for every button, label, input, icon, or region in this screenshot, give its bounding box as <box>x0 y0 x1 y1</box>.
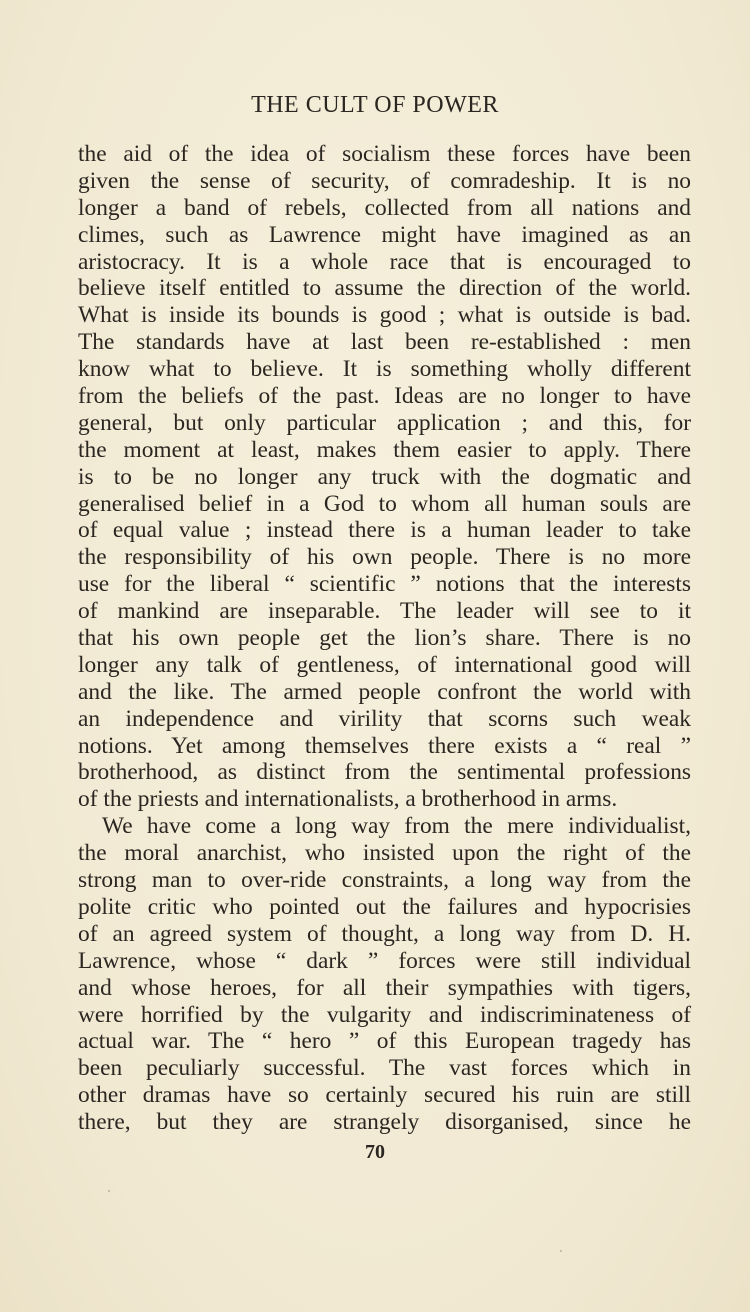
paper-speck <box>108 1190 110 1192</box>
text-line: given the sense of security, of comradeship. It is no <box>78 167 691 194</box>
text-line: climes, such as Lawrence might have imagined as an <box>78 221 691 248</box>
text-line: strong man to over-ride constraints, a long way from the <box>78 867 691 894</box>
page-number: 70 <box>365 1141 385 1163</box>
running-title: THE CULT OF POWER <box>251 92 499 118</box>
text-line: there, but they are strangely disorganised, since he <box>78 1109 691 1136</box>
text-line: the moment at least, makes them easier to apply. There <box>78 436 691 463</box>
text-line: polite critic who pointed out the failures and hypocrisies <box>78 893 691 920</box>
text-line: notions. Yet among themselves there exists a “ real ” <box>78 732 691 759</box>
body-text <box>78 141 691 1136</box>
text-line: longer a band of rebels, collected from all nations and <box>78 194 691 221</box>
text-line: were horrified by the vulgarity and indiscriminateness of <box>78 1001 691 1028</box>
text-line: Lawrence, whose “ dark ” forces were still individual <box>78 947 691 974</box>
text-line: that his own people get the lion’s share. There is no <box>78 625 691 652</box>
text-line: believe itself entitled to assume the direction of the world. <box>78 275 691 302</box>
paragraph-end-line: of the priests and internationalists, a brotherhood in arms. <box>78 786 618 813</box>
text-line: of mankind are inseparable. The leader will see to it <box>78 598 691 625</box>
text-line: longer any talk of gentleness, of international good will <box>78 651 691 678</box>
text-line: actual war. The “ hero ” of this European tragedy has <box>78 1028 691 1055</box>
text-line: of equal value ; instead there is a human leader to take <box>78 517 691 544</box>
text-line: aristocracy. It is a whole race that is encouraged to <box>78 248 691 275</box>
text-line: general, but only particular application ; and this, for <box>78 409 691 436</box>
text-line: an independence and virility that scorns such weak <box>78 705 691 732</box>
text-line: The standards have at last been re-established : men <box>78 329 691 356</box>
text-line: the responsibility of his own people. There is no more <box>78 544 691 571</box>
text-line: been peculiarly successful. The vast forces which in <box>78 1055 691 1082</box>
text-line: and the like. The armed people confront the world with <box>78 678 691 705</box>
paragraph-start-line: We have come a long way from the mere individualist, <box>102 813 691 840</box>
text-line: other dramas have so certainly secured his ruin are still <box>78 1082 691 1109</box>
text-line: and whose heroes, for all their sympathies with tigers, <box>78 974 691 1001</box>
text-line: of an agreed system of thought, a long way from D. H. <box>78 920 691 947</box>
text-line: know what to believe. It is something wholly different <box>78 356 691 383</box>
text-line: is to be no longer any truck with the dogmatic and <box>78 463 691 490</box>
text-line: from the beliefs of the past. Ideas are no longer to have <box>78 383 691 410</box>
text-line: the moral anarchist, who insisted upon the right of the <box>78 840 691 867</box>
paper-speck <box>560 1250 562 1252</box>
text-line: use for the liberal “ scientific ” notions that the interests <box>78 571 691 598</box>
text-line: What is inside its bounds is good ; what is outside is bad. <box>78 302 691 329</box>
text-line: the aid of the idea of socialism these forces have been <box>78 141 691 167</box>
text-line: brotherhood, as distinct from the sentimental professions <box>78 759 691 786</box>
text-line: generalised belief in a God to whom all human souls are <box>78 490 691 517</box>
